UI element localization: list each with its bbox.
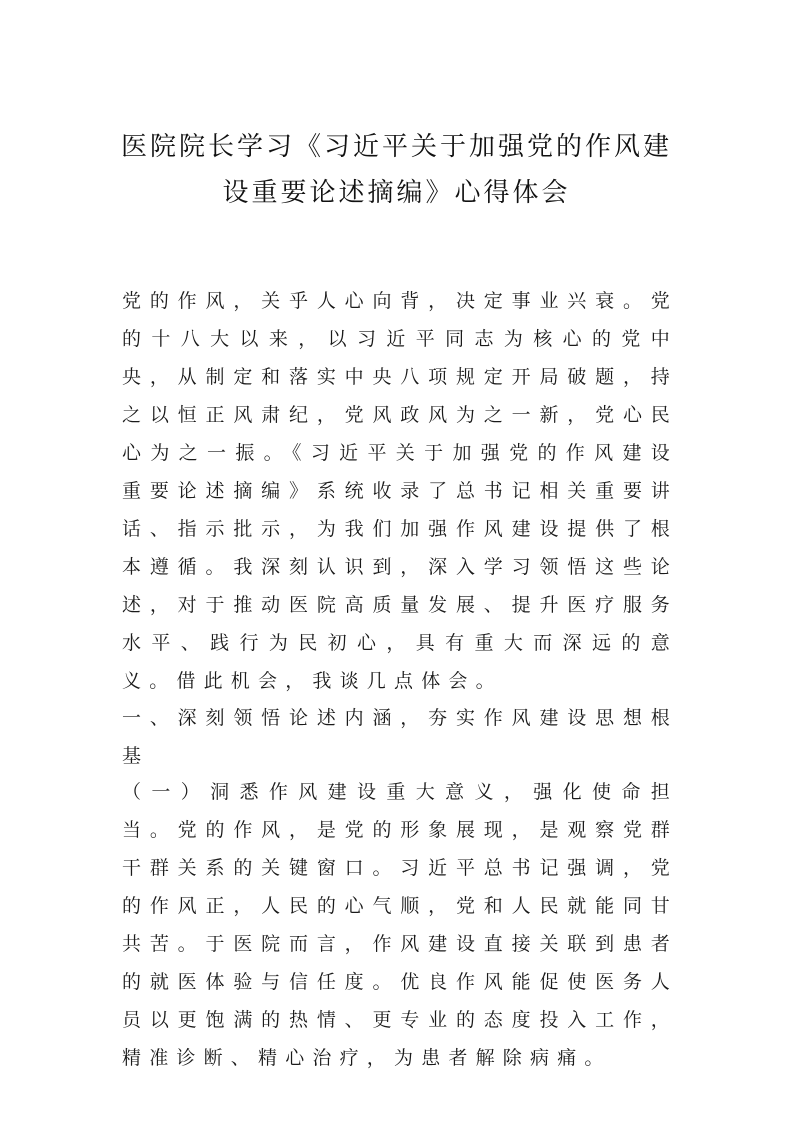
- document-title: [110, 124, 683, 216]
- title-line-2: 设重要论述摘编》心得体会: [222, 178, 571, 208]
- section-heading-1: 一、深刻领悟论述内涵，夯实作风建设思想根基: [122, 707, 678, 767]
- subsection-paragraph-1: （一）洞悉作风建设重大意义，强化使命担当。党的作风，是党的形象展现，是观察党群干群关系的关键窗口。习近平总书记强调，党的作风正，人民的心气顺，党和人民就能同甘共苦。于医院而言，作风建设直接关联到患者的就医体验与信任度。优良作风能促使医务人员以更饱满的热情、更专业的态度投入工作，精准诊断、精心治疗，为患者解除病痛。: [122, 781, 678, 1069]
- title-line-1: 医院院长学习《习近平关于加强党的作风建: [120, 132, 672, 162]
- intro-paragraph: 党的作风，关乎人心向背，决定事业兴衰。党的十八大以来，以习近平同志为核心的党中央，从制定和落实中央八项规定开局破题，持之以恒正风肃纪，党风政风为之一新，党心民心为之一振。《习近平关于加强党的作风建设重要论述摘编》系统收录了总书记相关重要讲话、指示批示，为我们加强作风建设提供了根本遵循。我深刻认识到，深入学习领悟这些论述，对于推动医院高质量发展、提升医疗服务水平、践行为民初心，具有重大而深远的意义。借此机会，我谈几点体会。: [122, 290, 678, 692]
